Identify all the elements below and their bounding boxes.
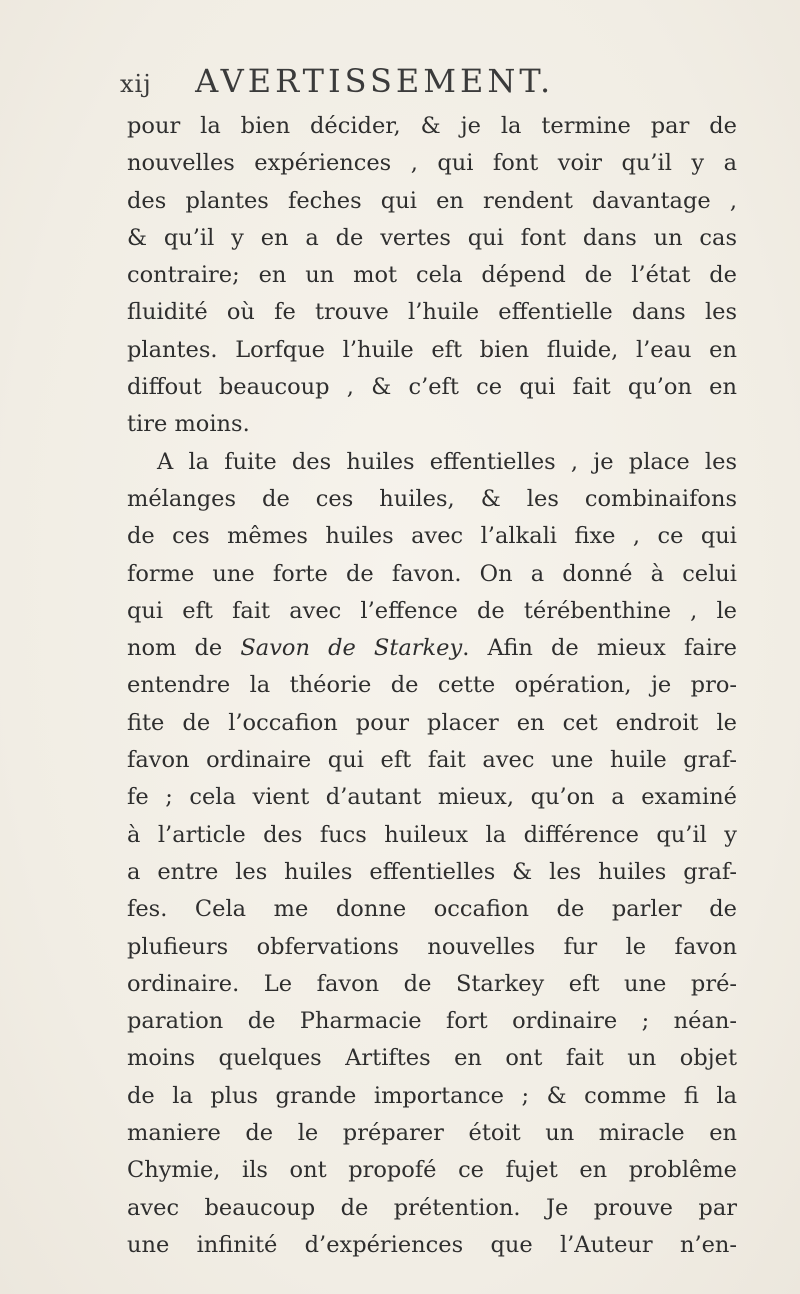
text-line: forme une forte de favon. On a donné à celui [127, 560, 737, 587]
text-line: une infinité d’expériences que l’Auteur n’en- [127, 1231, 737, 1258]
text-line: fes. Cela me donne occafion de parler de [127, 896, 737, 923]
text-line: diffout beaucoup , & c’eft ce qui fait qu’on en [127, 374, 737, 401]
text-line: des plantes feches qui en rendent davantage , [127, 187, 737, 214]
text-line: fe ; cela vient d’autant mieux, qu’on a examiné [127, 784, 737, 811]
page-header [120, 62, 680, 100]
text-line: fite de l’occafion pour placer en cet endroit le [127, 709, 737, 736]
text-line: paration de Pharmacie fort ordinaire ; néan- [127, 1008, 737, 1035]
text-line: maniere de le préparer étoit un miracle en [127, 1120, 737, 1147]
text-line: favon ordinaire qui eft fait avec une huile graf- [127, 747, 737, 774]
text-line: a entre les huiles effentielles & les huiles graf- [127, 858, 737, 885]
text-line [127, 630, 737, 667]
text-line: plufieurs obfervations nouvelles fur le favon [127, 933, 737, 960]
text-line: contraire; en un mot cela dépend de l’état de [127, 262, 737, 289]
body-text [127, 108, 737, 1264]
text-line: fluidité où fe trouve l’huile effentielle dans les [127, 299, 737, 326]
text-line: de ces mêmes huiles avec l’alkali fixe , ce qui [127, 523, 737, 550]
text-line-part: nom de Savon de Starkey. Afin de mieux faire [127, 635, 737, 662]
text-line: ordinaire. Le favon de Starkey eft une pré- [127, 970, 737, 997]
text-line: plantes. Lorfque l’huile eft bien fluide, l’eau en [127, 336, 737, 363]
text-line: mélanges de ces huiles, & les combinaifons [127, 485, 737, 512]
text-line: avec beaucoup de prétention. Je prouve par [127, 1194, 737, 1221]
text-line: de la plus grande importance ; & comme fi la [127, 1082, 737, 1109]
running-head: AVERTISSEMENT. [195, 62, 555, 100]
text-line: A la fuite des huiles effentielles , je place les [157, 448, 737, 475]
text-line: pour la bien décider, & je la termine par de [127, 113, 737, 139]
title-italic: Savon de Starkey [240, 635, 463, 662]
text-line: tire moins. [127, 411, 250, 438]
text-line: qui eft fait avec l’effence de térébenthine , le [127, 597, 737, 624]
text-line: & qu’il y en a de vertes qui font dans un cas [127, 224, 737, 251]
text-line: nouvelles expériences , qui font voir qu’il y a [127, 150, 737, 177]
page-number: xij [120, 70, 152, 98]
text-line: à l’article des fucs huileux la différence qu’il y [127, 821, 737, 848]
text-line: moins quelques Artiftes en ont fait un objet [127, 1045, 737, 1072]
text-line: entendre la théorie de cette opération, je pro- [127, 672, 737, 699]
text-line: Chymie, ils ont propofé ce fujet en problême [127, 1157, 737, 1184]
